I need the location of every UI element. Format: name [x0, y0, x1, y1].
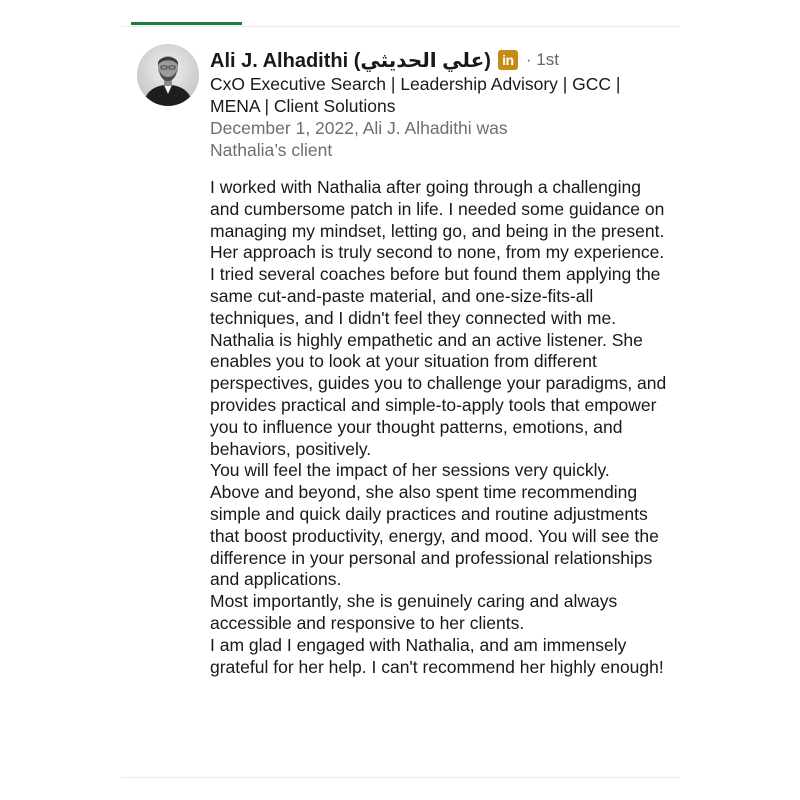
recommendation-header: [210, 47, 670, 161]
bottom-divider: [121, 777, 680, 778]
recommendation-text: [210, 177, 668, 678]
recommendation-paragraph: Most importantly, she is genuinely caring and always accessible and responsive to her clients.: [210, 591, 618, 633]
connection-degree: · 1st: [525, 50, 559, 69]
recommendation-paragraph: You will feel the impact of her sessions very quickly.: [210, 460, 610, 481]
recommendation-paragraph: Her approach is truly second to none, from my experience. I tried several coaches before but found them applying the same cut-and-paste material, and one-size-fits-all techniques, and I didn't feel they connected with me.: [210, 242, 665, 328]
profile-photo: [137, 44, 199, 106]
top-divider: [121, 26, 680, 27]
author-headline: CxO Executive Search | Leadership Advisory | GCC | MENA | Client Solutions: [210, 74, 621, 116]
recommendation-paragraph: Above and beyond, she also spent time recommending simple and quick daily practices and routine adjustments that boost productivity, energy, and mood. You will see the difference in your personal and professional relationships and applications.: [210, 482, 659, 590]
recommendation-paragraph: Nathalia is highly empathetic and an active listener. She enables you to look at your situation from different perspectives, guides you to challenge your paradigms, and provides practical and simple-to-apply tools that empower you to influence your thought patterns, emotions, and behaviors, positively.: [210, 329, 667, 459]
recommendation-meta: December 1, 2022, Ali J. Alhadithi was Nathalia’s client: [210, 118, 508, 160]
recommendation-paragraph: I am glad I engaged with Nathalia, and am immensely grateful for her help. I can't recommend her highly enough!: [210, 634, 664, 677]
active-tab-indicator: [131, 22, 242, 25]
linkedin-icon: in: [498, 50, 518, 70]
avatar[interactable]: [137, 44, 199, 106]
recommendation-paragraph: I worked with Nathalia after going through a challenging and cumbersome patch in life. I needed some guidance on managing my mindset, letting go, and being in the present.: [210, 177, 665, 241]
name-row: [210, 47, 670, 73]
author-name[interactable]: Ali J. Alhadithi (علي الحديثي): [210, 49, 491, 72]
